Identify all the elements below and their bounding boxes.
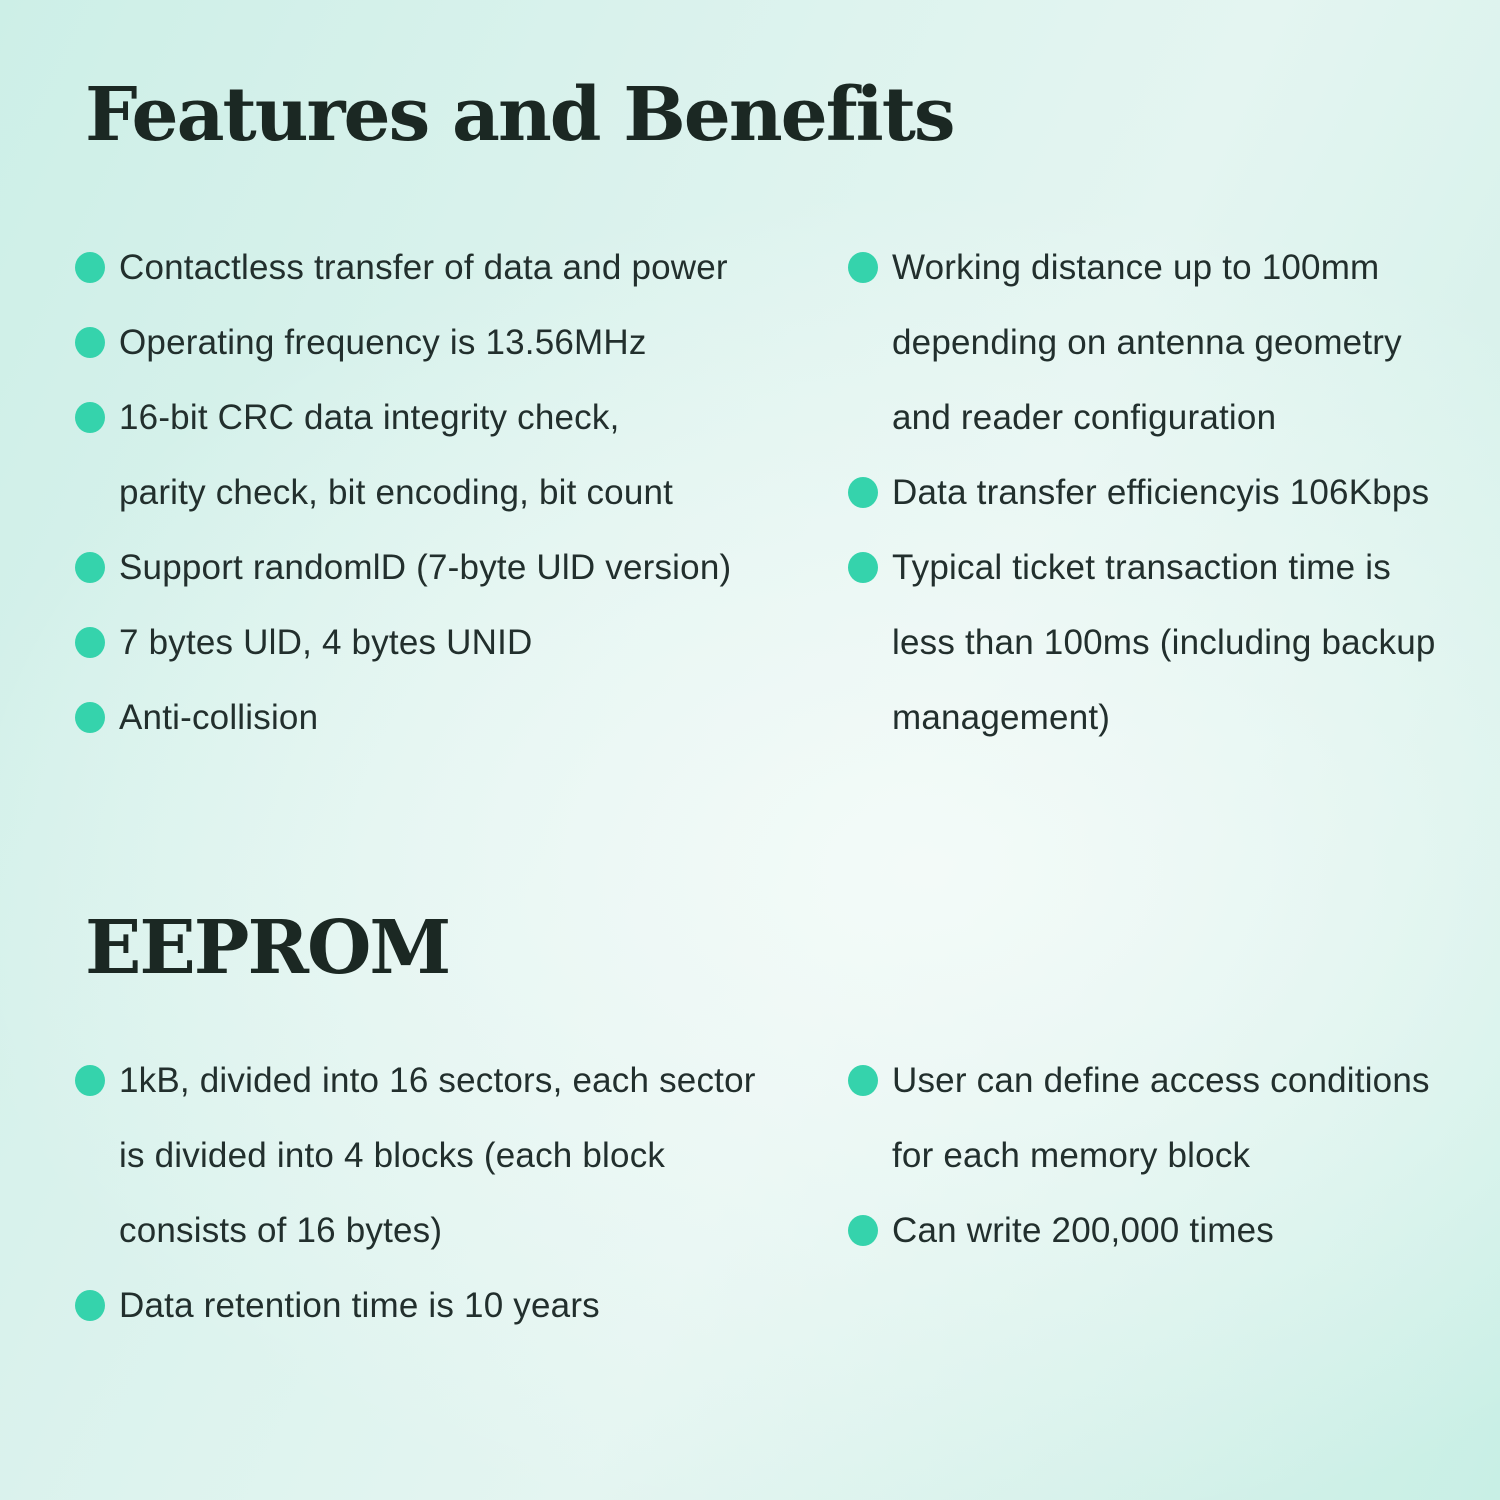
text-line: User can define access conditions xyxy=(892,1061,1430,1100)
list-item-text xyxy=(119,305,647,380)
features-left-column xyxy=(75,230,848,755)
bullet-dot-icon xyxy=(75,1065,105,1096)
text-line: is divided into 4 blocks (each block xyxy=(119,1136,666,1175)
list-item xyxy=(75,305,848,380)
eeprom-right-column xyxy=(848,1043,1480,1268)
list-item-text xyxy=(119,1043,756,1268)
bullet-dot-icon xyxy=(75,552,105,583)
list-item xyxy=(848,1043,1480,1193)
page-title-features-and-benefits: Features and Benefits xyxy=(85,72,954,158)
text-line: consists of 16 bytes) xyxy=(119,1211,443,1250)
list-item-text xyxy=(119,380,673,530)
text-line: Operating frequency is 13.56MHz xyxy=(119,323,647,362)
list-item xyxy=(75,530,848,605)
bullet-dot-icon xyxy=(75,327,105,358)
text-line: Anti-collision xyxy=(119,698,319,737)
list-item-text xyxy=(119,530,731,605)
bullet-dot-icon xyxy=(75,627,105,658)
list-item xyxy=(848,230,1480,455)
list-item-text xyxy=(892,1043,1430,1193)
text-line: parity check, bit encoding, bit count xyxy=(119,473,674,512)
bullet-dot-icon xyxy=(848,552,878,583)
text-line: and reader configuration xyxy=(892,398,1277,437)
list-item xyxy=(75,1268,848,1343)
bullet-dot-icon xyxy=(848,1065,878,1096)
list-item-text xyxy=(892,455,1429,530)
bullet-dot-icon xyxy=(848,477,878,508)
list-item xyxy=(848,455,1480,530)
list-item xyxy=(75,230,848,305)
page-title-eeprom: EEPROM xyxy=(85,905,450,991)
eeprom-left-column xyxy=(75,1043,848,1343)
features-right-column xyxy=(848,230,1480,755)
bullet-dot-icon xyxy=(75,252,105,283)
text-line: 7 bytes UlD, 4 bytes UNID xyxy=(119,623,533,662)
text-line: Data retention time is 10 years xyxy=(119,1286,600,1325)
list-item xyxy=(848,1193,1480,1268)
bullet-dot-icon xyxy=(75,702,105,733)
list-item-text xyxy=(119,1268,600,1343)
text-line: 16-bit CRC data integrity check, xyxy=(119,398,620,437)
list-item-text xyxy=(892,1193,1274,1268)
text-line: Contactless transfer of data and power xyxy=(119,248,728,287)
list-item-text xyxy=(892,230,1402,455)
features-columns xyxy=(75,230,1480,755)
bullet-dot-icon xyxy=(75,402,105,433)
text-line: Support randomlD (7-byte UlD version) xyxy=(119,548,732,587)
text-line: management) xyxy=(892,698,1111,737)
list-item xyxy=(75,680,848,755)
list-item-text xyxy=(119,605,532,680)
list-item xyxy=(75,380,848,530)
list-item-text xyxy=(119,230,728,305)
bullet-dot-icon xyxy=(848,1215,878,1246)
bullet-dot-icon xyxy=(848,252,878,283)
text-line: Can write 200,000 times xyxy=(892,1211,1275,1250)
eeprom-columns xyxy=(75,1043,1480,1343)
text-line: Typical ticket transaction time is xyxy=(892,548,1391,587)
text-line: Working distance up to 100mm xyxy=(892,248,1380,287)
bullet-dot-icon xyxy=(75,1290,105,1321)
text-line: less than 100ms (including backup xyxy=(892,623,1436,662)
list-item xyxy=(75,605,848,680)
text-line: 1kB, divided into 16 sectors, each sector xyxy=(119,1061,756,1100)
text-line: Data transfer efficiencyis 106Kbps xyxy=(892,473,1430,512)
list-item-text xyxy=(119,680,318,755)
list-item-text xyxy=(892,530,1436,755)
list-item xyxy=(75,1043,848,1268)
text-line: depending on antenna geometry xyxy=(892,323,1402,362)
list-item xyxy=(848,530,1480,755)
text-line: for each memory block xyxy=(892,1136,1251,1175)
